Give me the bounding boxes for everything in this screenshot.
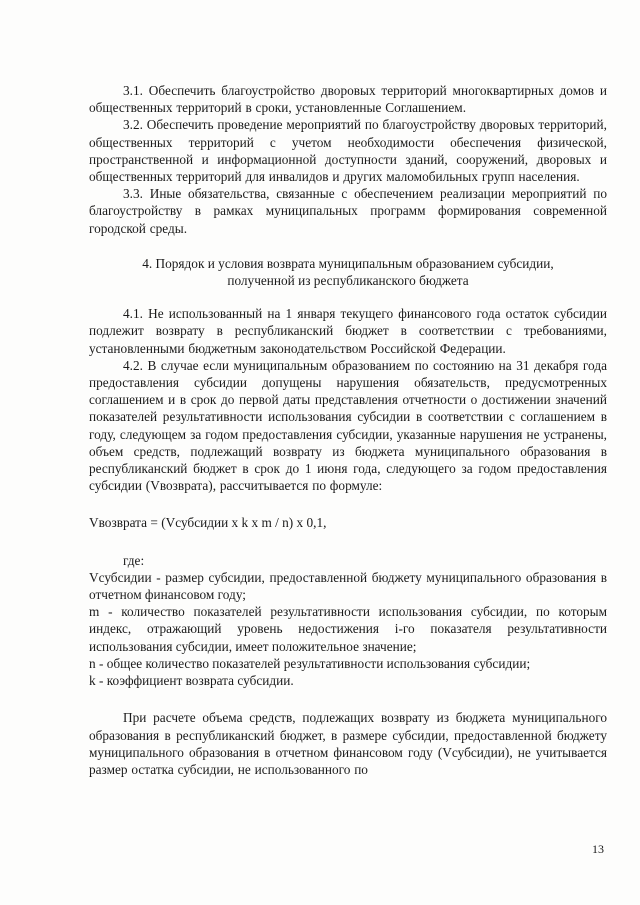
document-body (89, 82, 607, 778)
definition-v-subsidy: Vсубсидии - размер субсидии, предоставленной бюджету муниципального образования в отчетном финансовом году; (89, 569, 607, 603)
section-4-heading (89, 255, 607, 289)
where-label: где: (123, 552, 145, 568)
definition-n: n - общее количество показателей результативности использования субсидии; (89, 655, 531, 671)
section-4-heading-line-2: полученной из республиканского бюджета (227, 273, 469, 289)
clause-4-1: 4.1. Не использованный на 1 января текущего финансового года остаток субсидии подлежит возврату в республиканский бюджет в соответствии с требованиями, установленными бюджетным законодательством Российской Федерации. (89, 306, 607, 356)
page-number: 13 (592, 842, 604, 856)
calculation-note: При расчете объема средств, подлежащих возврату из бюджета муниципального образования в республиканский бюджет, в размере субсидии, предоставленной бюджету муниципального образования в отчетном финансовом году (Vсубсидии), не учитывается размер остатка субсидии, не использованного по (89, 710, 607, 777)
clause-3-1: 3.1. Обеспечить благоустройство дворовых территорий многоквартирных домов и общественных территорий в сроки, установленные Соглашением. (89, 83, 607, 116)
definition-m: m - количество показателей результативности использования субсидии, по которым индекс, отражающий уровень недостижения i-го показателя результативности использования субсидии, имеет положительное значение; (89, 604, 607, 654)
clause-4-2: 4.2. В случае если муниципальным образованием по состоянию на 31 декабря года предоставления субсидии допущены нарушения обязательств, предусмотренных соглашением и в срок до первой даты представления отчетности о достижении значений показателей результативности использования субсидии в соответствии с соглашением в году, следующем за годом предоставления субсидии, указанные нарушения не устранены, объем средств, подлежащий возврату из бюджета муниципального образования в республиканский бюджет в срок до 1 июня года, следующего за годом предоставления субсидии (Vвозврата), рассчитывается по формуле: (89, 357, 607, 494)
return-formula: Vвозврата = (Vсубсидии x k x m / n) x 0,1, (89, 515, 327, 531)
definition-k: k - коэффициент возврата субсидии. (89, 673, 294, 689)
clause-3-2: 3.2. Обеспечить проведение мероприятий по благоустройству дворовых территорий, общественных территорий с учетом необходимости обеспечения физической, пространственной и информационной доступности зданий, сооружений, дворовых и общественных территорий для инвалидов и других маломобильных групп населения. (89, 117, 607, 185)
clause-3-3: 3.3. Иные обязательства, связанные с обеспечением реализации мероприятий по благоустройству в рамках муниципальных программ формирования современной городской среды. (89, 186, 607, 236)
section-4-heading-line-1: 4. Порядок и условия возврата муниципальным образованием субсидии, (142, 255, 554, 271)
